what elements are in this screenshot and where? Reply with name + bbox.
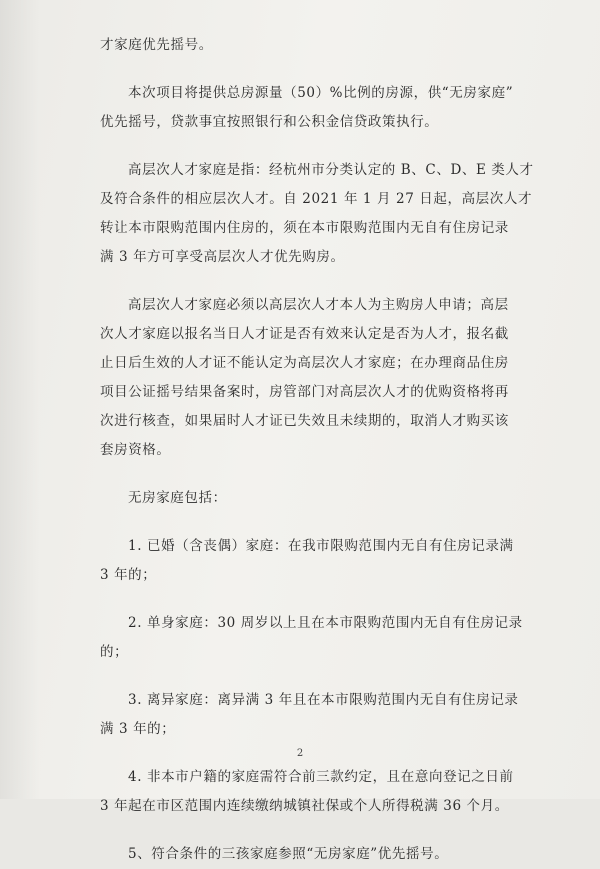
text-line: 次进行核查，如果届时人才证已失效且未续期的，取消人才购买该 (100, 413, 509, 429)
text-line: 优先摇号，贷款事宜按照银行和公积金信贷政策执行。 (100, 114, 439, 130)
text-line: 3 年的； (100, 567, 157, 583)
text-line: 满 3 年的； (100, 721, 176, 737)
text-line: 高层次人才家庭是指：经杭州市分类认定的 B、C、D、E 类人才 (128, 162, 534, 178)
text-line: 1. 已婚（含丧偶）家庭：在我市限购范围内无自有住房记录满 (128, 538, 514, 554)
text-line: 及符合条件的相应层次人才。自 2021 年 1 月 27 日起，高层次人才 (100, 191, 533, 207)
text-line: 本次项目将提供总房源量（50）%比例的房源，供“无房家庭” (128, 85, 514, 101)
text-line: 满 3 年方可享受高层次人才优先购房。 (100, 249, 345, 265)
text-line: 止日后生效的人才证不能认定为高层次人才家庭；在办理商品住房 (100, 355, 509, 371)
text-line: 5、符合条件的三孩家庭参照“无房家庭”优先摇号。 (128, 846, 449, 862)
text-line: 项目公证摇号结果备案时，房管部门对高层次人才的优购资格将再 (100, 384, 509, 400)
page-shadow (0, 0, 40, 799)
text-line: 无房家庭包括： (128, 490, 227, 506)
text-line: 次人才家庭以报名当日人才证是否有效来认定是否为人才，报名截 (100, 326, 509, 342)
text-line: 的； (100, 644, 129, 660)
text-line: 2. 单身家庭：30 周岁以上且在本市限购范围内无自有住房记录 (128, 615, 523, 631)
text-line: 4. 非本市户籍的家庭需符合前三款约定，且在意向登记之日前 (128, 769, 514, 785)
text-line: 高层次人才家庭必须以高层次人才本人为主购房人申请；高层 (128, 297, 509, 313)
document-body (100, 31, 540, 869)
text-line: 3 年起在市区范围内连续缴纳城镇社保或个人所得税满 36 个月。 (100, 798, 509, 814)
text-line: 套房资格。 (100, 442, 171, 458)
text-line: 才家庭优先摇号。 (100, 37, 213, 53)
text-line: 3. 离异家庭：离异满 3 年且在本市限购范围内无自有住房记录 (128, 692, 519, 708)
page-number: 2 (296, 748, 304, 759)
text-line: 转让本市限购范围内住房的，须在本市限购范围内无自有住房记录 (100, 220, 509, 236)
